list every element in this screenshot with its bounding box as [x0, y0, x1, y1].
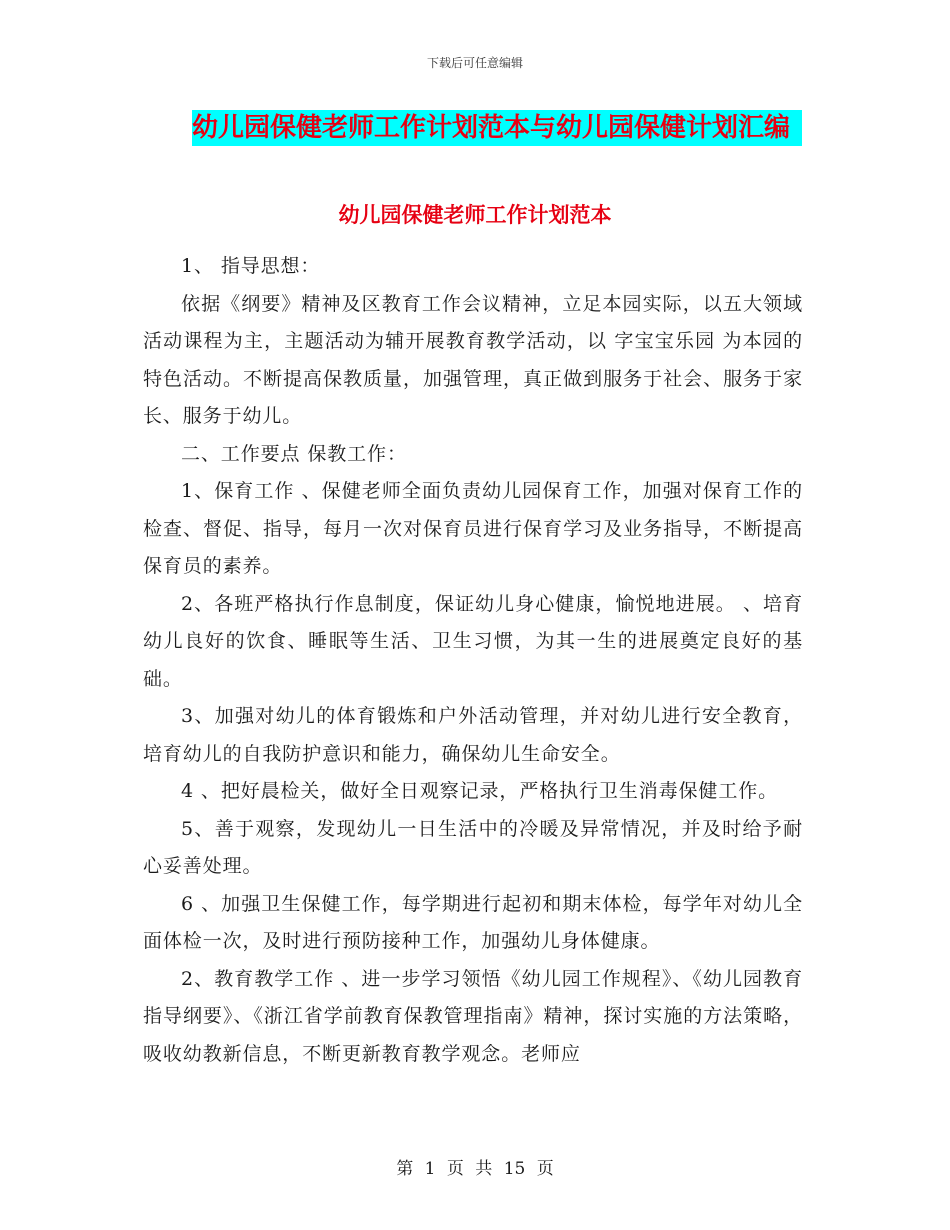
paragraph-item-6: 6 、加强卫生保健工作，每学期进行起初和期末体检，每学年对幼儿全面体检一次，及时进行预防接种工作，加强幼儿身体健康。 [143, 892, 803, 952]
paragraph-item-4: 4 、把好晨检关，做好全日观察记录，严格执行卫生消毒保健工作。 [181, 780, 779, 802]
section-title: 幼儿园保健老师工作计划范本 [338, 202, 612, 227]
paragraph-guiding-idea: 依据《纲要》精神及区教育工作会议精神，立足本园实际，以五大领域活动课程为主，主题活动为辅开展教育教学活动，以 字宝宝乐园 为本园的特色活动。不断提高保教质量，加强管理，真正做到服务于社会、服务于家长、服务于幼儿。 [143, 292, 803, 427]
paragraph-item-5: 5、善于观察，发现幼儿一日生活中的冷暖及异常情况，并及时给予耐心妥善处理。 [143, 817, 803, 877]
header-note: 下载后可任意编辑 [426, 56, 523, 70]
paragraph-guiding-idea-heading: 1、 指导思想： [181, 255, 321, 277]
paragraph-item-1: 1、保育工作 、保健老师全面负责幼儿园保育工作，加强对保育工作的检查、督促、指导，每月一次对保育员进行保育学习及业务指导，不断提高保育员的素养。 [143, 480, 803, 577]
paragraph-teaching-work: 2、教育教学工作 、进一步学习领悟《幼儿园工作规程》、《幼儿园教育指导纲要》、《浙江省学前教育保教管理指南》精神，探讨实施的方法策略，吸收幼教新信息，不断更新教育教学观念。老师应 [143, 967, 803, 1065]
page-footer: 第 1 页 共 15 页 [396, 1159, 554, 1179]
paragraph-item-2: 2、各班严格执行作息制度，保证幼儿身心健康，愉悦地进展。 、培育幼儿良好的饮食、睡眠等生活、卫生习惯，为其一生的进展奠定良好的基础。 [143, 592, 803, 690]
paragraph-work-points-heading: 二、工作要点 保教工作： [181, 442, 407, 465]
document-title: 幼儿园保健老师工作计划范本与幼儿园保健计划汇编 [192, 110, 802, 146]
document-body [143, 248, 803, 1073]
paragraph-item-3: 3、加强对幼儿的体育锻炼和户外活动管理，并对幼儿进行安全教育，培育幼儿的自我防护意识和能力，确保幼儿生命安全。 [143, 705, 803, 765]
